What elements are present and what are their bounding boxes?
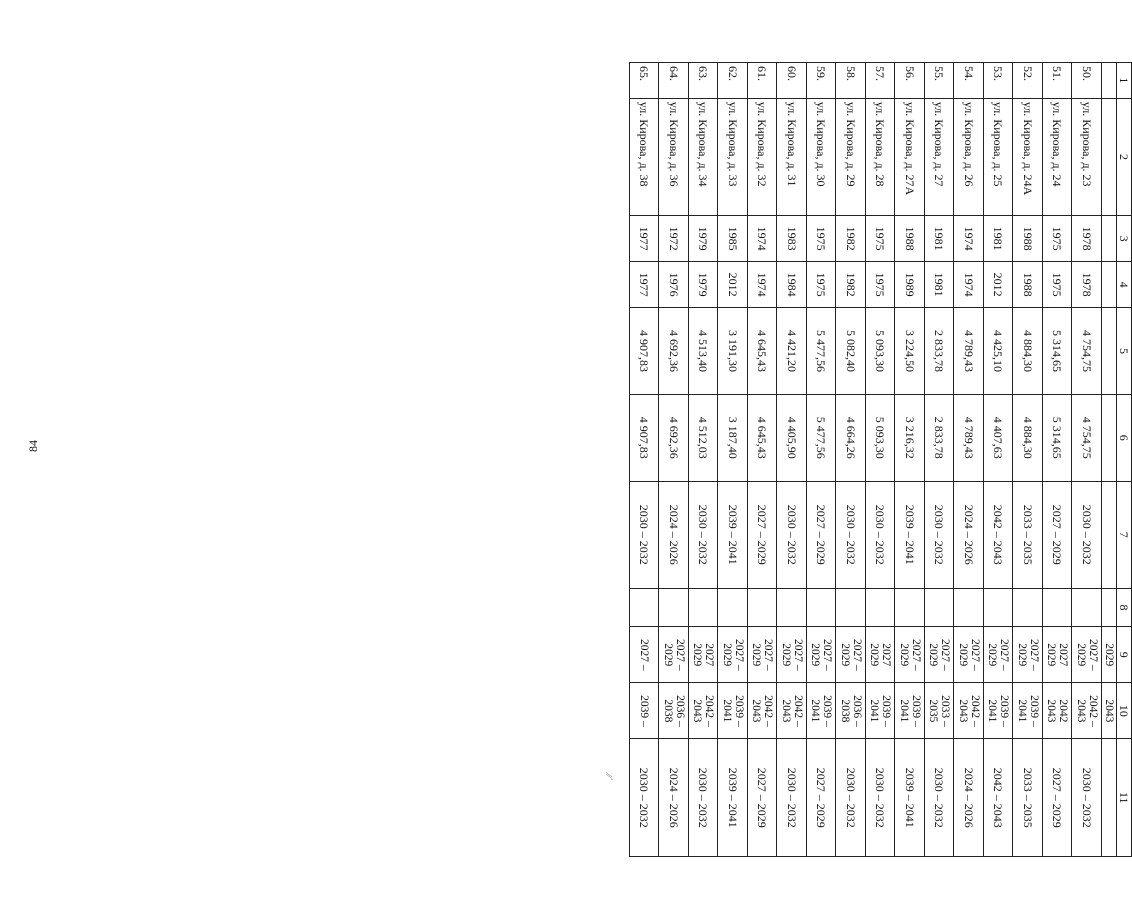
empty-cell bbox=[1102, 262, 1117, 308]
cell-c5: 5 082,40 bbox=[836, 308, 866, 395]
cell-c5: 5 093,30 bbox=[866, 308, 896, 395]
cell-n: 57. bbox=[866, 63, 896, 99]
cell-c4: 1989 bbox=[895, 262, 925, 308]
cell-c11: 2030 – 2032 bbox=[630, 739, 660, 857]
col-header-1: 1 bbox=[1117, 63, 1132, 99]
cell-c5: 3 224,50 bbox=[895, 308, 925, 395]
cell-c10: 2036 – 2038 bbox=[659, 683, 689, 739]
cell-c9: 2027 – 2029 bbox=[748, 627, 778, 683]
cell-addr: ул. Кирова, д. 30 bbox=[807, 98, 837, 215]
cell-c8 bbox=[659, 588, 689, 626]
table-row bbox=[954, 63, 984, 857]
cell-c9: 2027 – 2029 bbox=[984, 627, 1014, 683]
cell-c9: 2027 2029 bbox=[689, 627, 719, 683]
table-row bbox=[836, 63, 866, 857]
fragment-c9: 2029 bbox=[1102, 627, 1117, 683]
col-header-4: 4 bbox=[1117, 262, 1132, 308]
cell-c10: 2042 – 2043 bbox=[1072, 683, 1102, 739]
cell-c4: 1978 bbox=[1072, 262, 1102, 308]
cell-c7: 2027 – 2029 bbox=[807, 481, 837, 588]
cell-c4: 2012 bbox=[984, 262, 1014, 308]
cell-n: 56. bbox=[895, 63, 925, 99]
cell-c7: 2027 – 2029 bbox=[1043, 481, 1073, 588]
cell-c6: 4 884,30 bbox=[1013, 394, 1043, 481]
cell-c11: 2027 – 2029 bbox=[1043, 739, 1073, 857]
cell-n: 51. bbox=[1043, 63, 1073, 99]
cell-addr: ул. Кирова, д. 26 bbox=[954, 98, 984, 215]
cell-n: 63. bbox=[689, 63, 719, 99]
cell-c4: 1982 bbox=[836, 262, 866, 308]
cell-addr: ул. Кирова, д. 32 bbox=[748, 98, 778, 215]
cell-c9: 2027 – 2029 bbox=[718, 627, 748, 683]
cell-c5: 3 191,30 bbox=[718, 308, 748, 395]
table-row bbox=[984, 63, 1014, 857]
cell-c8 bbox=[689, 588, 719, 626]
cell-c9: 2027 2029 bbox=[1043, 627, 1073, 683]
cell-c3: 1981 bbox=[925, 216, 955, 262]
cell-c3: 1981 bbox=[984, 216, 1014, 262]
cell-c11: 2024 – 2026 bbox=[954, 739, 984, 857]
cell-c11: 2039 – 2041 bbox=[895, 739, 925, 857]
cell-c11: 2030 – 2032 bbox=[866, 739, 896, 857]
empty-cell bbox=[1102, 481, 1117, 588]
empty-cell bbox=[1102, 98, 1117, 215]
empty-cell bbox=[1102, 216, 1117, 262]
handwritten-mark: ∕∕ ̇ bbox=[604, 774, 614, 780]
column-number-row bbox=[1117, 63, 1132, 857]
cell-c10: 2042 – 2043 bbox=[777, 683, 807, 739]
cell-c9: 2027 – 2029 bbox=[925, 627, 955, 683]
cell-addr: ул. Кирова, д. 38 bbox=[630, 98, 660, 215]
col-header-2: 2 bbox=[1117, 98, 1132, 215]
cell-c5: 4 421,20 bbox=[777, 308, 807, 395]
cell-c10: 2042 2043 bbox=[1043, 683, 1073, 739]
cell-c7: 2030 – 2032 bbox=[689, 481, 719, 588]
col-header-11: 11 bbox=[1117, 739, 1132, 857]
cell-c3: 1974 bbox=[748, 216, 778, 262]
cell-c4: 1984 bbox=[777, 262, 807, 308]
cell-addr: ул. Кирова, д. 23 bbox=[1072, 98, 1102, 215]
cell-n: 53. bbox=[984, 63, 1014, 99]
cell-c7: 2030 – 2032 bbox=[630, 481, 660, 588]
cell-addr: ул. Кирова, д. 33 bbox=[718, 98, 748, 215]
rotated-table-container bbox=[592, 62, 1132, 857]
cell-c5: 2 833,78 bbox=[925, 308, 955, 395]
cell-c11: 2027 – 2029 bbox=[748, 739, 778, 857]
cell-c4: 1979 bbox=[689, 262, 719, 308]
cell-c10: 2039 – 2041 bbox=[984, 683, 1014, 739]
cell-c4: 1988 bbox=[1013, 262, 1043, 308]
cell-c3: 1975 bbox=[866, 216, 896, 262]
table-row bbox=[748, 63, 778, 857]
empty-cell bbox=[1102, 394, 1117, 481]
table-row bbox=[1013, 63, 1043, 857]
cell-c8 bbox=[630, 588, 660, 626]
cell-c10: 2033 – 2035 bbox=[925, 683, 955, 739]
cell-c8 bbox=[866, 588, 896, 626]
cell-c10: 2039 – 2041 bbox=[807, 683, 837, 739]
cell-c6: 4 907,83 bbox=[630, 394, 660, 481]
fragment-c10: 2043 bbox=[1102, 683, 1117, 739]
cell-c4: 2012 bbox=[718, 262, 748, 308]
cell-c6: 3 187,40 bbox=[718, 394, 748, 481]
cell-addr: ул. Кирова, д. 31 bbox=[777, 98, 807, 215]
cell-c10: 2039 – 2041 bbox=[895, 683, 925, 739]
cell-c7: 2042 – 2043 bbox=[984, 481, 1014, 588]
cell-c5: 4 692,36 bbox=[659, 308, 689, 395]
cell-c5: 4 513,40 bbox=[689, 308, 719, 395]
table-row bbox=[777, 63, 807, 857]
cell-c4: 1977 bbox=[630, 262, 660, 308]
cell-c10: 2042 – 2043 bbox=[689, 683, 719, 739]
cell-c6: 5 477,56 bbox=[807, 394, 837, 481]
cell-c5: 4 425,10 bbox=[984, 308, 1014, 395]
cell-c7: 2027 – 2029 bbox=[748, 481, 778, 588]
cell-addr: ул. Кирова, д. 25 bbox=[984, 98, 1014, 215]
cell-c3: 1988 bbox=[1013, 216, 1043, 262]
cell-c5: 4 884,30 bbox=[1013, 308, 1043, 395]
cell-c3: 1979 bbox=[689, 216, 719, 262]
cell-c8 bbox=[895, 588, 925, 626]
cell-addr: ул. Кирова, д. 34 bbox=[689, 98, 719, 215]
cell-n: 61. bbox=[748, 63, 778, 99]
cell-c7: 2030 – 2032 bbox=[1072, 481, 1102, 588]
cell-c5: 5 477,56 bbox=[807, 308, 837, 395]
cell-addr: ул. Кирова, д. 24А bbox=[1013, 98, 1043, 215]
cell-n: 65. bbox=[630, 63, 660, 99]
cell-c10: 2039 – 2041 bbox=[866, 683, 896, 739]
cell-c9: 2027 – 2029 bbox=[895, 627, 925, 683]
cell-c11: 2039 – 2041 bbox=[718, 739, 748, 857]
cell-c6: 4 645,43 bbox=[748, 394, 778, 481]
cell-c5: 4 907,83 bbox=[630, 308, 660, 395]
cell-c9: 2027 – 2029 bbox=[777, 627, 807, 683]
cell-c6: 4 512,03 bbox=[689, 394, 719, 481]
table-row bbox=[659, 63, 689, 857]
cell-c8 bbox=[984, 588, 1014, 626]
cell-c3: 1975 bbox=[1043, 216, 1073, 262]
empty-cell bbox=[1102, 739, 1117, 857]
col-header-3: 3 bbox=[1117, 216, 1132, 262]
cell-c10: 2042 – 2043 bbox=[748, 683, 778, 739]
cell-c8 bbox=[925, 588, 955, 626]
table-row bbox=[1043, 63, 1073, 857]
cell-c6: 4 789,43 bbox=[954, 394, 984, 481]
cell-c11: 2024 – 2026 bbox=[659, 739, 689, 857]
cell-c7: 2024 – 2026 bbox=[954, 481, 984, 588]
cell-c7: 2030 – 2032 bbox=[866, 481, 896, 588]
cell-n: 58. bbox=[836, 63, 866, 99]
cell-c8 bbox=[1072, 588, 1102, 626]
page-number: 84 bbox=[26, 440, 40, 452]
empty-cell bbox=[1102, 588, 1117, 626]
cell-c6: 4 664,26 bbox=[836, 394, 866, 481]
cell-c4: 1976 bbox=[659, 262, 689, 308]
cell-c9: 2027 – 2029 bbox=[954, 627, 984, 683]
cell-c6: 4 405,90 bbox=[777, 394, 807, 481]
cell-c9: 2027 – 2029 bbox=[1013, 627, 1043, 683]
cell-c8 bbox=[954, 588, 984, 626]
cell-n: 50. bbox=[1072, 63, 1102, 99]
col-header-10: 10 bbox=[1117, 683, 1132, 739]
table-row bbox=[807, 63, 837, 857]
continuation-fragment-row bbox=[1102, 63, 1117, 857]
cell-c6: 2 833,78 bbox=[925, 394, 955, 481]
cell-c10: 2036 – 2038 bbox=[836, 683, 866, 739]
cell-c3: 1982 bbox=[836, 216, 866, 262]
cell-c6: 3 216,32 bbox=[895, 394, 925, 481]
cell-c8 bbox=[807, 588, 837, 626]
table-row bbox=[718, 63, 748, 857]
cell-c6: 4 407,63 bbox=[984, 394, 1014, 481]
housing-schedule-table bbox=[629, 62, 1132, 857]
cell-c3: 1977 bbox=[630, 216, 660, 262]
cell-c7: 2030 – 2032 bbox=[836, 481, 866, 588]
cell-n: 62. bbox=[718, 63, 748, 99]
table-row bbox=[689, 63, 719, 857]
cell-c10: 2039 – 2041 bbox=[718, 683, 748, 739]
cell-c6: 4 754,75 bbox=[1072, 394, 1102, 481]
cell-c3: 1985 bbox=[718, 216, 748, 262]
cell-c3: 1988 bbox=[895, 216, 925, 262]
cell-addr: ул. Кирова, д. 27А bbox=[895, 98, 925, 215]
cell-c7: 2024 – 2026 bbox=[659, 481, 689, 588]
cell-c4: 1975 bbox=[1043, 262, 1073, 308]
cell-c8 bbox=[1043, 588, 1073, 626]
cell-c11: 2042 – 2043 bbox=[984, 739, 1014, 857]
empty-cell bbox=[1102, 63, 1117, 99]
col-header-8: 8 bbox=[1117, 588, 1132, 626]
cell-c4: 1981 bbox=[925, 262, 955, 308]
table-row bbox=[866, 63, 896, 857]
cell-c11: 2030 – 2032 bbox=[689, 739, 719, 857]
cell-addr: ул. Кирова, д. 29 bbox=[836, 98, 866, 215]
cell-addr: ул. Кирова, д. 24 bbox=[1043, 98, 1073, 215]
cell-n: 60. bbox=[777, 63, 807, 99]
col-header-7: 7 bbox=[1117, 481, 1132, 588]
cell-c3: 1975 bbox=[807, 216, 837, 262]
cell-c9: 2027 – bbox=[630, 627, 660, 683]
cell-c3: 1978 bbox=[1072, 216, 1102, 262]
cell-c6: 5 314,65 bbox=[1043, 394, 1073, 481]
cell-n: 52. bbox=[1013, 63, 1043, 99]
cell-c8 bbox=[777, 588, 807, 626]
cell-c11: 2030 – 2032 bbox=[777, 739, 807, 857]
cell-c7: 2039 – 2041 bbox=[718, 481, 748, 588]
cell-c4: 1975 bbox=[807, 262, 837, 308]
cell-c6: 4 692,36 bbox=[659, 394, 689, 481]
cell-c7: 2039 – 2041 bbox=[895, 481, 925, 588]
cell-c8 bbox=[748, 588, 778, 626]
cell-c10: 2039 – bbox=[630, 683, 660, 739]
cell-n: 54. bbox=[954, 63, 984, 99]
col-header-6: 6 bbox=[1117, 394, 1132, 481]
cell-c7: 2030 – 2032 bbox=[777, 481, 807, 588]
cell-addr: ул. Кирова, д. 28 bbox=[866, 98, 896, 215]
cell-c11: 2027 – 2029 bbox=[807, 739, 837, 857]
cell-c5: 4 754,75 bbox=[1072, 308, 1102, 395]
cell-c7: 2030 – 2032 bbox=[925, 481, 955, 588]
cell-addr: ул. Кирова, д. 27 bbox=[925, 98, 955, 215]
cell-c9: 2027 – 2029 bbox=[1072, 627, 1102, 683]
cell-c5: 4 645,43 bbox=[748, 308, 778, 395]
table-row bbox=[630, 63, 660, 857]
cell-n: 64. bbox=[659, 63, 689, 99]
cell-c9: 2027 – 2029 bbox=[659, 627, 689, 683]
cell-n: 59. bbox=[807, 63, 837, 99]
cell-c8 bbox=[718, 588, 748, 626]
cell-n: 55. bbox=[925, 63, 955, 99]
col-header-5: 5 bbox=[1117, 308, 1132, 395]
cell-c3: 1983 bbox=[777, 216, 807, 262]
cell-c8 bbox=[1013, 588, 1043, 626]
cell-addr: ул. Кирова, д. 36 bbox=[659, 98, 689, 215]
cell-c3: 1972 bbox=[659, 216, 689, 262]
cell-c4: 1974 bbox=[748, 262, 778, 308]
cell-c5: 4 789,43 bbox=[954, 308, 984, 395]
cell-c11: 2030 – 2032 bbox=[1072, 739, 1102, 857]
cell-c10: 2039 – 2041 bbox=[1013, 683, 1043, 739]
cell-c11: 2033 – 2035 bbox=[1013, 739, 1043, 857]
cell-c9: 2027 – 2029 bbox=[807, 627, 837, 683]
cell-c6: 5 093,30 bbox=[866, 394, 896, 481]
cell-c4: 1975 bbox=[866, 262, 896, 308]
cell-c9: 2027 2029 bbox=[866, 627, 896, 683]
cell-c10: 2042 – 2043 bbox=[954, 683, 984, 739]
table-row bbox=[895, 63, 925, 857]
cell-c3: 1974 bbox=[954, 216, 984, 262]
col-header-9: 9 bbox=[1117, 627, 1132, 683]
cell-c4: 1974 bbox=[954, 262, 984, 308]
empty-cell bbox=[1102, 308, 1117, 395]
cell-c5: 5 314,65 bbox=[1043, 308, 1073, 395]
cell-c11: 2030 – 2032 bbox=[925, 739, 955, 857]
cell-c8 bbox=[836, 588, 866, 626]
table-row bbox=[1072, 63, 1102, 857]
cell-c11: 2030 – 2032 bbox=[836, 739, 866, 857]
table-row bbox=[925, 63, 955, 857]
cell-c9: 2027 – 2029 bbox=[836, 627, 866, 683]
cell-c7: 2033 – 2035 bbox=[1013, 481, 1043, 588]
